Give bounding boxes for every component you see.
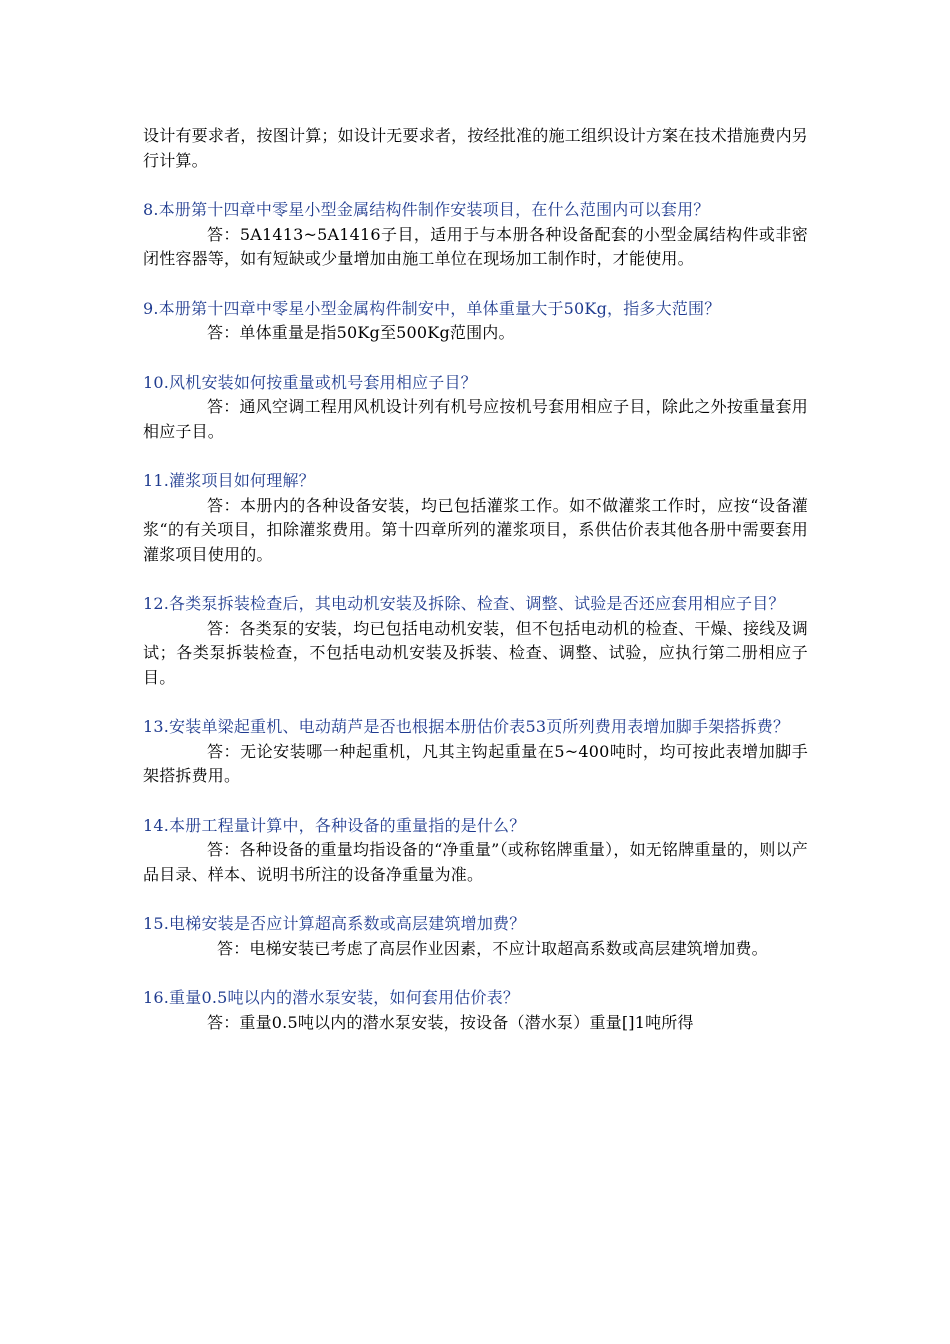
question-12: 12.各类泵拆装检查后，其电动机安装及拆除、检查、调整、试验是否还应套用相应子目？	[143, 594, 785, 613]
qa-item-16	[143, 986, 808, 1035]
qa-item-14	[143, 814, 808, 888]
qa-item-12	[143, 592, 808, 690]
answer-14: 答：各种设备的重量均指设备的“净重量”（或称铭牌重量），如无铭牌重量的，则以产品目录、样本、说明书所注的设备净重量为准。	[143, 840, 808, 884]
answer-15: 答：电梯安装已考虑了高层作业因素，不应计取超高系数或高层建筑增加费。	[217, 938, 768, 958]
answer-9: 答：单体重量是指50Kg至500Kg范围内。	[207, 323, 515, 342]
question-16: 16.重量0.5吨以内的潜水泵安装，如何套用估价表？	[143, 988, 520, 1007]
document-body	[143, 124, 808, 1035]
question-14: 14.本册工程量计算中，各种设备的重量指的是什么？	[143, 815, 526, 835]
qa-item-9	[143, 297, 808, 346]
answer-11: 答：本册内的各种设备安装，均已包括灌浆工作。如不做灌浆工作时，应按“设备灌浆“的有关项目，扣除灌浆费用。第十四章所列的灌浆项目，系供估价表其他各册中需要套用灌浆项目使用的。	[143, 495, 808, 564]
intro-paragraph: 设计有要求者，按图计算；如设计无要求者，按经批准的施工组织设计方案在技术措施费内另行计算。	[143, 126, 808, 170]
question-15: 15.电梯安装是否应计算超高系数或高层建筑增加费？	[143, 914, 526, 933]
answer-16: 答：重量0.5吨以内的潜水泵安装，按设备（潜水泵）重量[]1吨所得	[207, 1012, 694, 1032]
answer-13: 答：无论安装哪一种起重机，凡其主钩起重量在5~400吨时，均可按此表增加脚手架搭拆费用。	[143, 741, 808, 785]
question-8: 8.本册第十四章中零星小型金属结构件制作安装项目，在什么范围内可以套用？	[143, 200, 710, 219]
question-11: 11.灌浆项目如何理解？	[143, 471, 315, 490]
answer-8: 答：5A1413~5A1416子目，适用于与本册各种设备配套的小型金属结构件或非密闭性容器等，如有短缺或少量增加由施工单位在现场加工制作时，才能使用。	[143, 224, 808, 268]
qa-item-13	[143, 715, 808, 789]
question-10: 10.风机安装如何按重量或机号套用相应子目？	[143, 372, 477, 392]
qa-item-10	[143, 371, 808, 445]
answer-10: 答：通风空调工程用风机设计列有机号应按机号套用相应子目，除此之外按重量套用相应子目。	[143, 397, 808, 441]
qa-item-11	[143, 469, 808, 567]
question-13: 13.安装单梁起重机、电动葫芦是否也根据本册估价表53页所列费用表增加脚手架搭拆费？	[143, 717, 790, 736]
answer-12: 答：各类泵的安装，均已包括电动机安装，但不包括电动机的检查、干燥、接线及调试；各类泵拆装检查，不包括电动机安装及拆装、检查、调整、试验，应执行第二册相应子目。	[143, 618, 808, 687]
qa-item-15	[143, 912, 808, 961]
qa-item-8	[143, 198, 808, 272]
question-9: 9.本册第十四章中零星小型金属构件制安中，单体重量大于50Kg，指多大范围？	[143, 298, 721, 318]
